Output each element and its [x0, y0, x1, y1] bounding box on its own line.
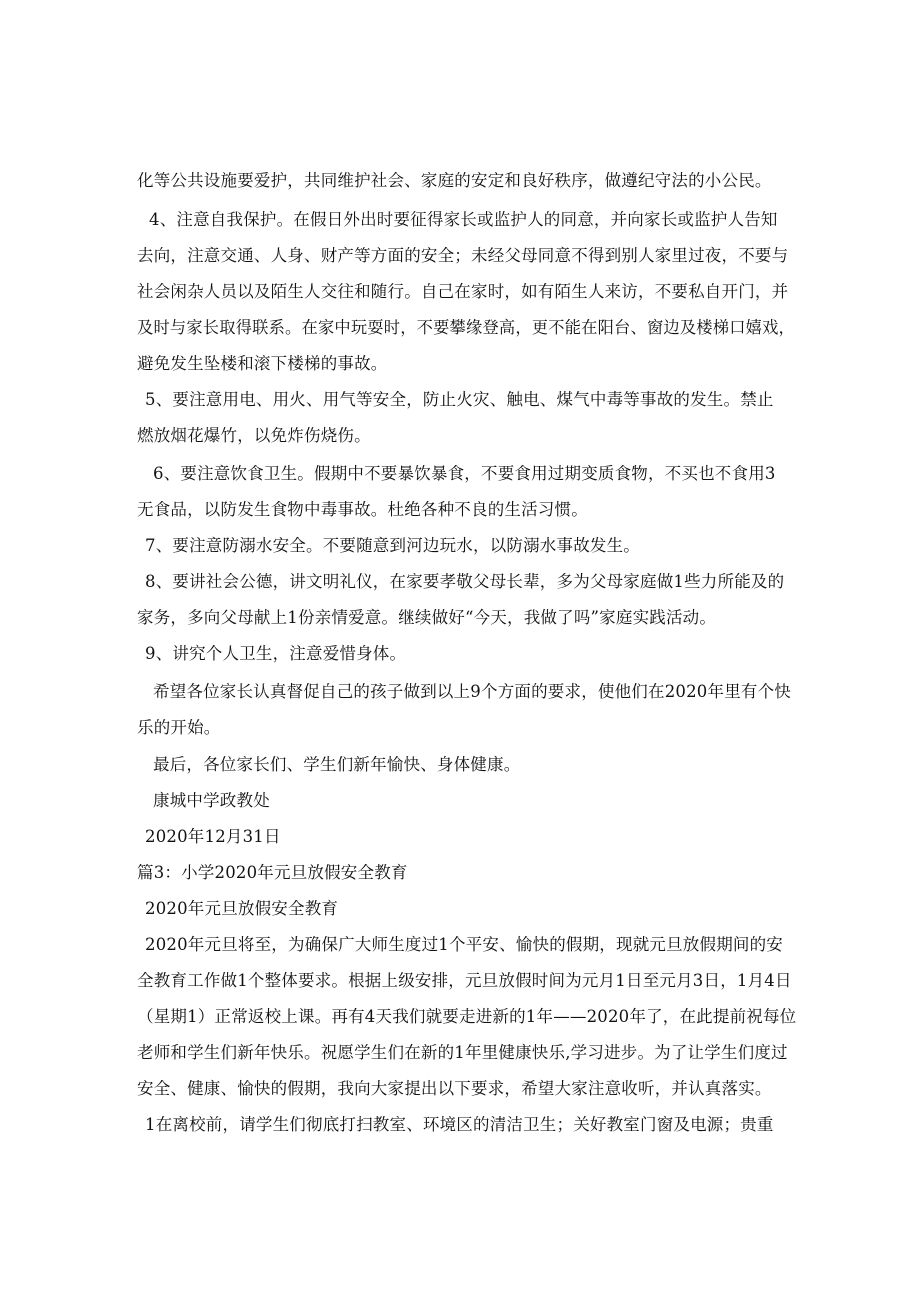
text-line: 4、注意自我保护。在假日外出时要征得家长或监护人的同意，并向家长或监护人告知 — [149, 210, 778, 229]
text-line: 安全、健康、愉快的假期，我向大家提出以下要求，希望大家注意收听，并认真落实。 — [137, 1079, 772, 1098]
text-line: 8、要讲社会公德，讲文明礼仪，在家要孝敬父母长辈，多为父母家庭做1些力所能及的 — [145, 572, 785, 591]
text-line: 6、要注意饮食卫生。假期中不要暴饮暴食，不要食用过期变质食物，不买也不食用3 — [153, 464, 776, 483]
section-title: 2020年元旦放假安全教育 — [145, 899, 339, 918]
text-line: 社会闲杂人员以及陌生人交往和随行。自己在家时，如有陌生人来访，不要私自开门，并 — [137, 282, 789, 301]
text-line: （星期1）正常返校上课。再有4天我们就要走进新的1年——2020年了，在此提前祝每位 — [137, 1007, 797, 1026]
text-line: 2020年元旦将至，为确保广大师生度过1个平安、愉快的假期，现就元旦放假期间的安 — [145, 935, 783, 954]
text-line: 7、要注意防溺水安全。不要随意到河边玩水，以防溺水事故发生。 — [145, 536, 640, 555]
signature-department: 康城中学政教处 — [153, 791, 270, 810]
text-line: 无食品，以防发生食物中毒事故。杜绝各种不良的生活习惯。 — [137, 500, 588, 519]
text-line: 1在离校前，请学生们彻底打扫教室、环境区的清洁卫生；关好教室门窗及电源；贵重 — [145, 1115, 774, 1134]
text-line: 希望各位家长认真督促自己的孩子做到以上9个方面的要求，使他们在2020年里有个快 — [153, 682, 791, 701]
section-heading: 篇3：小学2020年元旦放假安全教育 — [137, 863, 408, 882]
signature-date: 2020年12月31日 — [145, 827, 281, 846]
text-line: 去向，注意交通、人身、财产等方面的安全；未经父母同意不得到别人家里过夜，不要与 — [137, 246, 789, 265]
text-line: 9、讲究个人卫生，注意爱惜身体。 — [145, 644, 407, 663]
text-line: 燃放烟花爆竹，以免炸伤烧伤。 — [137, 426, 371, 445]
text-line: 家务，多向父母献上1份亲情爱意。继续做好“今天，我做了吗”家庭实践活动。 — [137, 608, 717, 627]
text-line: 全教育工作做1个整体要求。根据上级安排，元旦放假时间为元月1日至元月3日，1月4日 — [137, 971, 792, 990]
text-line: 化等公共设施要爱护，共同维护社会、家庭的安定和良好秩序，做遵纪守法的小公民。 — [137, 171, 772, 190]
text-line: 老师和学生们新年快乐。祝愿学生们在新的1年里健康快乐,学习进步。为了让学生们度过 — [137, 1043, 788, 1062]
text-line: 及时与家长取得联系。在家中玩耍时，不要攀缘登高，更不能在阳台、窗边及楼梯口嬉戏， — [137, 318, 795, 337]
text-line: 5、要注意用电、用火、用气等安全，防止火灾、触电、煤气中毒等事故的发生。禁止 — [145, 390, 774, 409]
text-line: 最后，各位家长们、学生们新年愉快、身体健康。 — [153, 755, 521, 774]
text-line: 避免发生坠楼和滚下楼梯的事故。 — [137, 354, 388, 373]
text-line: 乐的开始。 — [137, 718, 221, 737]
